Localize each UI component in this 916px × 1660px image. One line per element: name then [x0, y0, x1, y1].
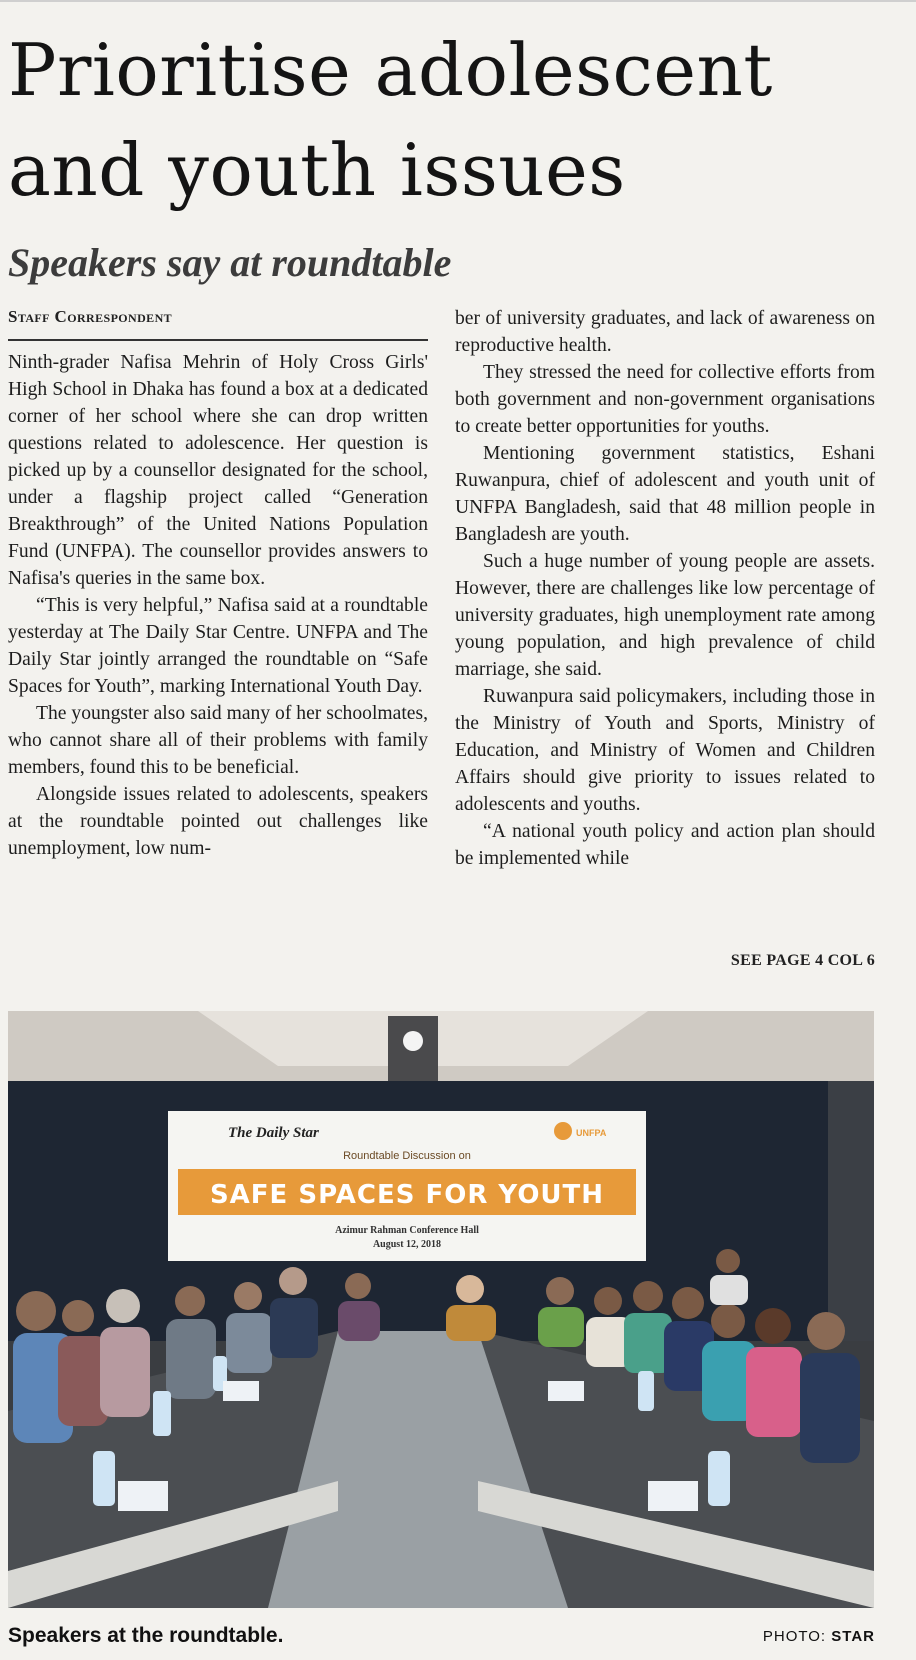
- participant-body: [710, 1275, 748, 1305]
- event-banner: [168, 1111, 646, 1261]
- participant-body: [226, 1313, 272, 1373]
- participant-head: [62, 1300, 94, 1332]
- paragraph: The youngster also said many of her schoolmates, who cannot share all of their problems with family members, found this to be beneficial.: [8, 703, 428, 778]
- participant-head: [456, 1275, 484, 1303]
- headline-line-2: and youth issues: [8, 128, 626, 212]
- participant-body: [746, 1347, 802, 1437]
- participant-body: [538, 1307, 584, 1347]
- participant-head: [175, 1286, 205, 1316]
- paragraph: Ninth-grader Nafisa Mehrin of Holy Cross Girls' High School in Dhaka has found a box at a dedicated corner of her school where she can drop written questions related to adolescence. Her question is picked up by a counsellor designated for the school, under a flagship project called “Generation Breakthrough” of the United Nations Population Fund (UNFPA). The counsellor provides answers to Nafisa's queries in the same box.: [8, 352, 428, 589]
- participant-body: [446, 1305, 496, 1341]
- paragraph: “A national youth policy and action plan should be implemented while: [455, 821, 875, 869]
- banner-venue: Azimur Rahman Conference Hall: [335, 1225, 479, 1236]
- banner-event-label: Roundtable Discussion on: [343, 1150, 471, 1162]
- banner-event-title: SAFE SPACES FOR YOUTH: [209, 1180, 605, 1210]
- water-bottle-icon: [638, 1371, 654, 1411]
- participant-head: [546, 1277, 574, 1305]
- subheadline: Speakers say at roundtable: [8, 240, 452, 285]
- roundtable-photo: [8, 1011, 874, 1608]
- banner-date: August 12, 2018: [372, 1239, 442, 1250]
- tissue-box-icon: [223, 1381, 259, 1401]
- tissue-box-icon: [648, 1481, 698, 1511]
- photo-credit-label: PHOTO:: [762, 1628, 827, 1645]
- participant-head: [234, 1282, 262, 1310]
- participant-head: [594, 1287, 622, 1315]
- paragraph: “This is very helpful,” Nafisa said at a roundtable yesterday at The Daily Star Centre. UNFPA and The Daily Star jointly arranged the roundtable on “Safe Spaces for Youth”, marking International Youth Day.: [8, 595, 428, 697]
- paragraph: They stressed the need for collective efforts from both government and non-government organisations to create better opportunities for youths.: [455, 362, 875, 437]
- participant-head: [16, 1291, 56, 1331]
- byline-rule: [8, 339, 428, 341]
- photo-illustration: [8, 1011, 874, 1608]
- water-bottle-icon: [93, 1451, 115, 1506]
- photo-credit-source: STAR: [831, 1628, 875, 1645]
- participant-body: [100, 1327, 150, 1417]
- paragraph: Alongside issues related to adolescents, speakers at the roundtable pointed out challenges like unemployment, low num-: [8, 784, 428, 859]
- article-column-right: [455, 305, 875, 872]
- tissue-box-icon: [118, 1481, 168, 1511]
- paragraph: Mentioning government statistics, Eshani Ruwanpura, chief of adolescent and youth unit of UNFPA Bangladesh, said that 48 million people in Bangladesh are youth.: [455, 443, 875, 545]
- water-bottle-icon: [153, 1391, 171, 1436]
- byline: Staff Correspondent: [8, 307, 173, 326]
- participant-head: [716, 1249, 740, 1273]
- banner-partner-logo: UNFPA: [576, 1128, 607, 1138]
- participant-body: [800, 1353, 860, 1463]
- participant-head: [106, 1289, 140, 1323]
- tissue-box-icon: [548, 1381, 584, 1401]
- wall-column: [828, 1081, 874, 1341]
- paragraph: Such a huge number of young people are assets. However, there are challenges like low percentage of university graduates, high unemployment rate among young population, and high prevalence of child marriage, she said.: [455, 551, 875, 680]
- unfpa-logo-icon: [554, 1122, 572, 1140]
- headline: [8, 20, 908, 220]
- participant-body: [166, 1319, 216, 1399]
- water-bottle-icon: [708, 1451, 730, 1506]
- banner-logo-text: The Daily Star: [228, 1125, 319, 1141]
- participant-head: [755, 1308, 791, 1344]
- paragraph: ber of university graduates, and lack of awareness on reproductive health.: [455, 308, 875, 356]
- participant-head: [807, 1312, 845, 1350]
- ceiling-light-icon: [403, 1031, 423, 1051]
- continuation-note: SEE PAGE 4 COL 6: [730, 952, 875, 969]
- participant-head: [672, 1287, 704, 1319]
- participant-head: [345, 1273, 371, 1299]
- participant-body: [338, 1301, 380, 1341]
- participant-head: [711, 1304, 745, 1338]
- participant-head: [633, 1281, 663, 1311]
- participant-head: [279, 1267, 307, 1295]
- headline-line-1: Prioritise adolescent: [8, 28, 773, 112]
- participant-body: [270, 1298, 318, 1358]
- paragraph: Ruwanpura said policymakers, including those in the Ministry of Youth and Sports, Ministry of Education, and Ministry of Women and Children Affairs should give priority to issues related to adolescents and youths.: [455, 686, 875, 815]
- top-rule: [0, 0, 916, 2]
- article-column-left: [8, 349, 428, 862]
- photo-caption: Speakers at the roundtable.: [8, 1624, 284, 1647]
- photo-credit: [763, 1628, 875, 1645]
